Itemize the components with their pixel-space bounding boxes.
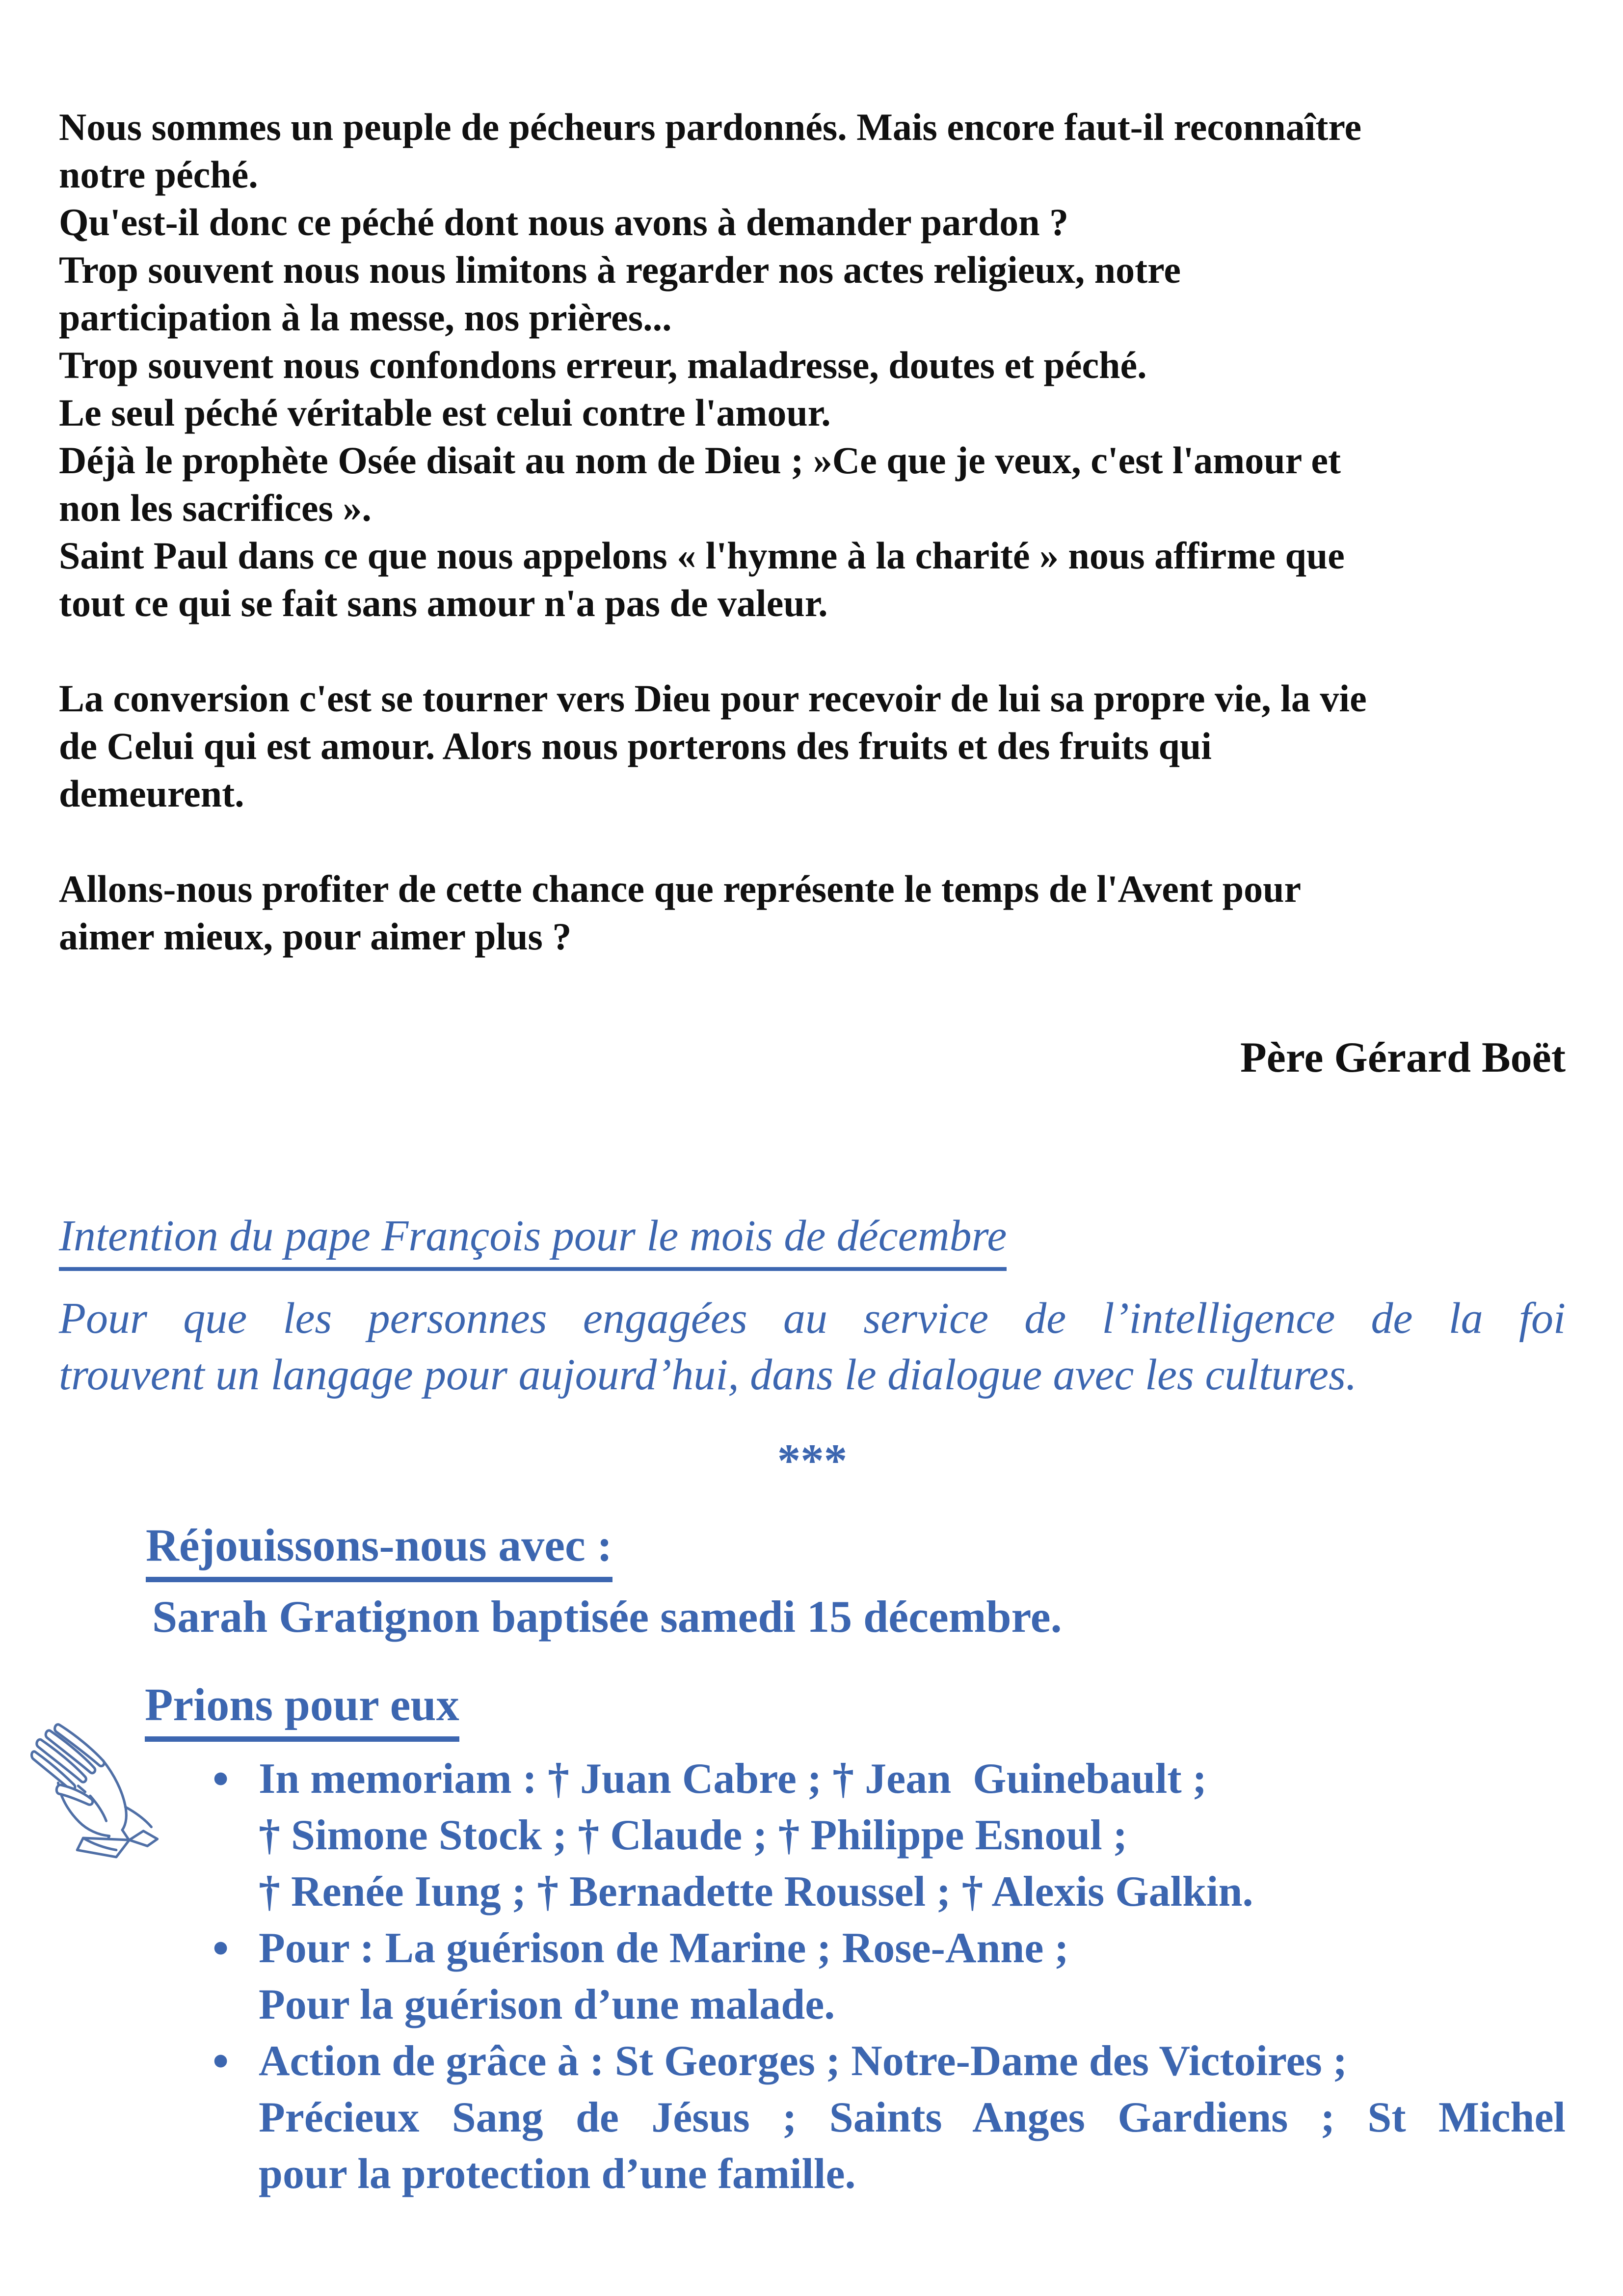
text-line: aimer mieux, pour aimer plus ? [59,915,572,958]
bullet-icon: • [213,1922,229,1974]
prayer-section [145,1675,1566,2202]
text-line: † Renée Iung ; † Bernadette Roussel ; † Alexis Galkin. [259,1868,1253,1916]
asterisk-separator: *** [777,1434,848,1486]
editorial-section [59,103,1566,1081]
text-line: Pour la guérison d’une malade. [259,1981,835,2028]
list-item-text [259,1920,1566,2033]
paragraph-gap [59,817,1566,865]
text-line: Nous sommes un peuple de pécheurs pardonnés. Mais encore faut-il reconnaître [59,106,1362,148]
text-line: Allons-nous profiter de cette chance que représente le temps de l'Avent pour [59,867,1302,910]
text-line: La conversion c'est se tourner vers Dieu pour recevoir de lui sa propre vie, la vie [59,677,1367,720]
intention-line: trouvent un langage pour aujourd’hui, dans le dialogue avec les cultures. [59,1351,1357,1399]
text-line: Le seul péché véritable est celui contre l'amour. [59,391,831,434]
baptism-announcement: Sarah Gratignon baptisée samedi 15 décembre. [152,1592,1062,1642]
text-line: Trop souvent nous nous limitons à regarder nos actes religieux, notre [59,248,1181,291]
text-line: In memoriam : † Juan Cabre ; † Jean Guinebault ; [259,1755,1207,1803]
text-line: Trop souvent nous confondons erreur, maladresse, doutes et péché. [59,344,1147,386]
author-signature: Père Gérard Boët [1240,1034,1566,1081]
bullet-icon: • [213,1753,229,1805]
rejoice-section [146,1516,1566,1646]
list-item-text [259,1751,1566,1920]
text-line: Pour : La guérison de Marine ; Rose-Anne ; [259,1924,1069,1972]
paragraph-gap [59,960,1566,1034]
text-line: non les sacrifices ». [59,486,372,529]
paragraph-gap [59,627,1566,675]
list-item [213,1920,1566,2033]
text-line: notre péché. [59,153,258,196]
intention-heading: Intention du pape François pour le mois de décembre [59,1209,1007,1271]
praying-hands-icon [28,1721,162,1861]
text-line: Qu'est-il donc ce péché dont nous avons à demander pardon ? [59,201,1069,243]
text-line: Action de grâce à : St Georges ; Notre-Dame des Victoires ; [259,2037,1348,2085]
text-line: Déjà le prophète Osée disait au nom de Dieu ; »Ce que je veux, c'est l'amour et [59,439,1341,482]
text-line: de Celui qui est amour. Alors nous porterons des fruits et des fruits qui [59,725,1212,767]
text-line: † Simone Stock ; † Claude ; † Philippe Esnoul ; [259,1811,1128,1859]
prayer-list [213,1751,1566,2202]
text-line: Précieux Sang de Jésus ; Saints Anges Gardiens ; St Michel [259,2094,1566,2141]
rejoice-heading: Réjouissons-nous avec : [146,1516,612,1582]
text-line: pour la protection d’une famille. [259,2150,856,2198]
prayer-heading: Prions pour eux [145,1675,459,1742]
text-line: tout ce qui se fait sans amour n'a pas de valeur. [59,582,828,624]
list-item [213,1751,1566,1920]
text-line: participation à la messe, nos prières... [59,296,672,339]
pope-intention-section [59,1209,1566,1403]
text-line: demeurent. [59,772,244,815]
bullet-icon: • [213,2035,229,2087]
intention-line: Pour que les personnes engagées au service de l’intelligence de la foi [59,1294,1566,1343]
list-item [213,2033,1566,2202]
list-item-text [259,2033,1566,2202]
text-line: Saint Paul dans ce que nous appelons « l'hymne à la charité » nous affirme que [59,534,1345,577]
